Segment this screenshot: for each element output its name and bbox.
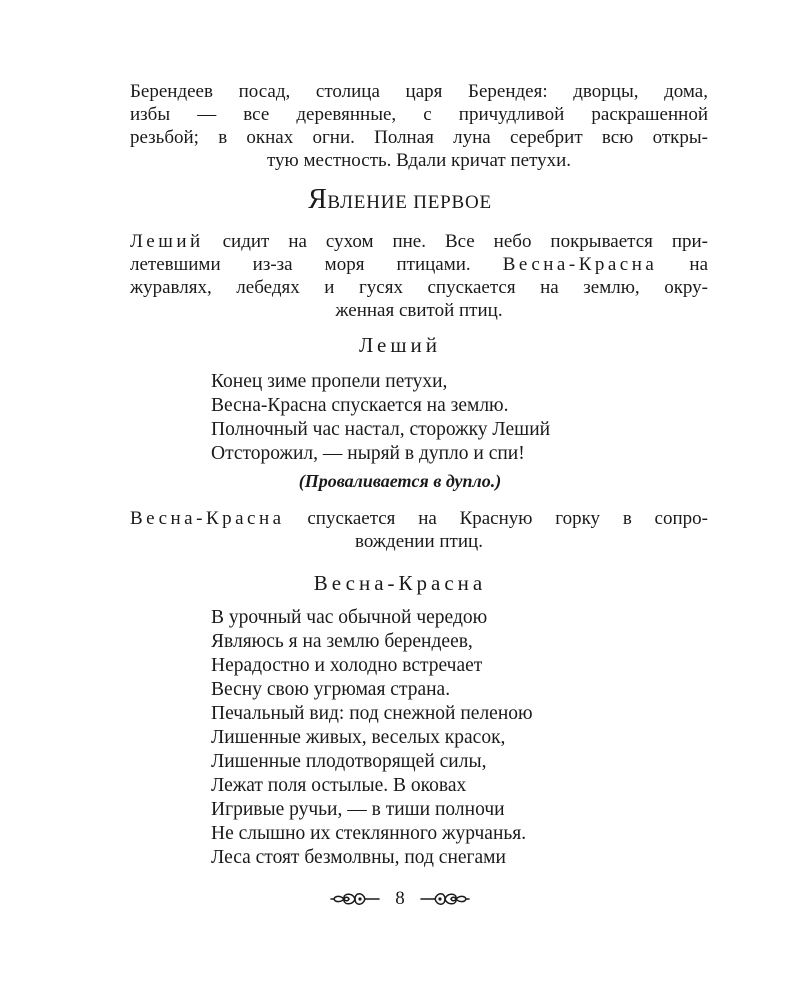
verse-1-line: Конец зиме пропели петухи, <box>211 371 448 392</box>
scene-heading-capital: Я <box>308 184 328 215</box>
stage-direction-scene-1 <box>130 230 708 322</box>
verse-2-line: Леса стоят безмолвны, под снегами <box>211 847 506 868</box>
scene-heading <box>0 186 800 217</box>
verse-2-line: Являюсь я на землю берендеев, <box>211 631 473 652</box>
stage-2-line-1 <box>130 230 708 253</box>
stage-3-line-2: вождении птиц. <box>355 531 483 552</box>
verse-2-line: Лишенные плодотворящей силы, <box>211 751 487 772</box>
verse-1-line: Отсторожил, — ныряй в дупло и спи! <box>211 443 525 464</box>
stage-2-line-1-text: сидит на сухом пне. Все небо покрывается при- <box>222 231 708 252</box>
verse-2-line: Печальный вид: под снежной пеленою <box>211 703 533 724</box>
scene-heading-rest: ВЛЕНИЕ ПЕРВОЕ <box>327 192 492 213</box>
stage-remark: (Проваливается в дупло.) <box>298 471 502 491</box>
verse-2-line: Весну свою угрюмая страна. <box>211 679 451 700</box>
verse-2-line: Лежат поля остылые. В оковах <box>211 775 467 796</box>
verse-2-line: В урочный час обычной чередою <box>211 607 488 628</box>
verse-1-line: Весна-Красна спускается на землю. <box>211 395 509 416</box>
speaker-name-vesna: Весна-Красна <box>313 571 487 595</box>
stage-2-line-2-text: летевшими из-за моря птицами. <box>130 254 471 275</box>
stage-3-line-1-text: спускается на Красную горку в сопро- <box>307 508 708 529</box>
stage-2-line-2 <box>130 253 708 276</box>
stage-direction-intro <box>130 80 708 172</box>
page-footer <box>0 886 800 912</box>
verse-2-line: Лишенные живых, веселых красок, <box>211 727 506 748</box>
verse-2-line: Нерадостно и холодно встречает <box>211 655 483 676</box>
verse-2-line: Не слышно их стеклянного журчанья. <box>211 823 527 844</box>
stage-3-line-1 <box>130 507 708 530</box>
page-number: 8 <box>395 888 405 909</box>
stage-intro-line-4: тую местность. Вдали кричат петухи. <box>266 150 572 171</box>
stage-2-line-4: женная свитой птиц. <box>335 300 503 321</box>
stage-direction-scene-2 <box>130 507 708 553</box>
character-name-leshy: Леший <box>130 231 204 252</box>
stage-intro-line-1: Берендеев посад, столица царя Берендея: дворцы, дома, <box>130 81 708 102</box>
stage-2-line-2-end: на <box>689 254 709 275</box>
character-name-vesna: Весна-Красна <box>130 508 285 529</box>
character-name-vesna: Весна-Красна <box>502 254 658 275</box>
stage-intro-line-3: резьбой; в окнах огни. Полная луна серебрит всю откры- <box>130 127 708 148</box>
flourish-right-icon <box>419 887 471 911</box>
flourish-left-icon <box>329 887 381 911</box>
verse-1-line: Полночный час настал, сторожку Леший <box>211 419 551 440</box>
speaker-name-leshy: Леший <box>358 333 442 357</box>
stage-2-line-3: журавлях, лебедях и гусях спускается на землю, окру- <box>130 277 708 298</box>
stage-intro-line-2: избы — все деревянные, с причудливой раскрашенной <box>130 104 708 125</box>
verse-leshy <box>211 370 550 466</box>
verse-2-line: Игривые ручьи, — в тиши полночи <box>211 799 505 820</box>
verse-vesna <box>211 606 533 870</box>
